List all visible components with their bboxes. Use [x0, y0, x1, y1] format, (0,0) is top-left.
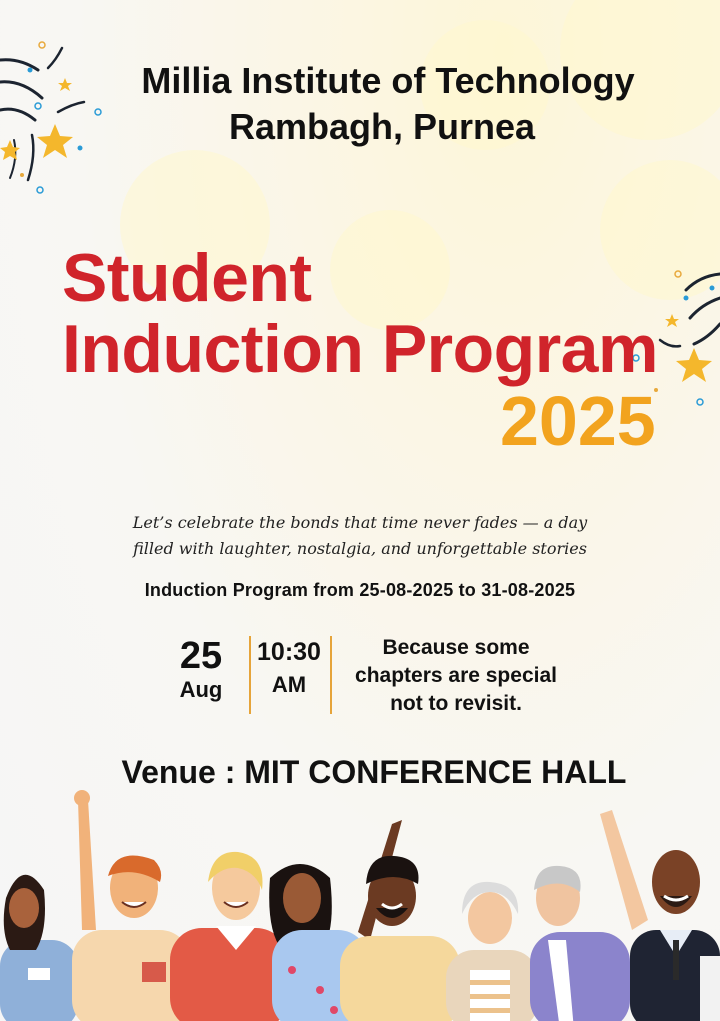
person-8: [630, 850, 720, 1021]
person-1: [0, 875, 78, 1021]
event-time: [254, 634, 324, 700]
event-message: [346, 634, 566, 718]
institute-name: Millia Institute of Technology: [141, 60, 635, 101]
divider: [249, 636, 251, 714]
title-year: 2025: [500, 382, 656, 460]
event-message-line-2: chapters are special: [355, 664, 557, 687]
event-day: 25: [179, 635, 223, 677]
divider: [330, 636, 332, 714]
event-time-value: 10:30: [257, 638, 321, 666]
event-message-line-3: not to revisit.: [390, 692, 522, 715]
event-message-line-1: Because some: [382, 636, 530, 659]
crowd-illustration-icon: [0, 780, 720, 1021]
event-date: [170, 634, 232, 702]
event-month: Aug: [179, 677, 223, 702]
program-dates: Induction Program from 25-08-2025 to 31-08-2025: [144, 580, 576, 600]
title-line-induction-program: Induction Program: [62, 311, 658, 387]
venue: Venue : MIT CONFERENCE HALL: [121, 754, 627, 790]
institute-location: Rambagh, Purnea: [228, 106, 536, 147]
person-6: [446, 882, 538, 1021]
tagline: [0, 510, 720, 562]
person-3: [170, 852, 288, 1021]
title-line-student: Student: [62, 240, 312, 316]
tagline-line-2: filled with laughter, nostalgia, and unforgettable stories: [133, 539, 587, 558]
tagline-line-1: Let’s celebrate the bonds that time never fades — a day: [132, 513, 588, 532]
event-meridiem: AM: [271, 672, 307, 697]
